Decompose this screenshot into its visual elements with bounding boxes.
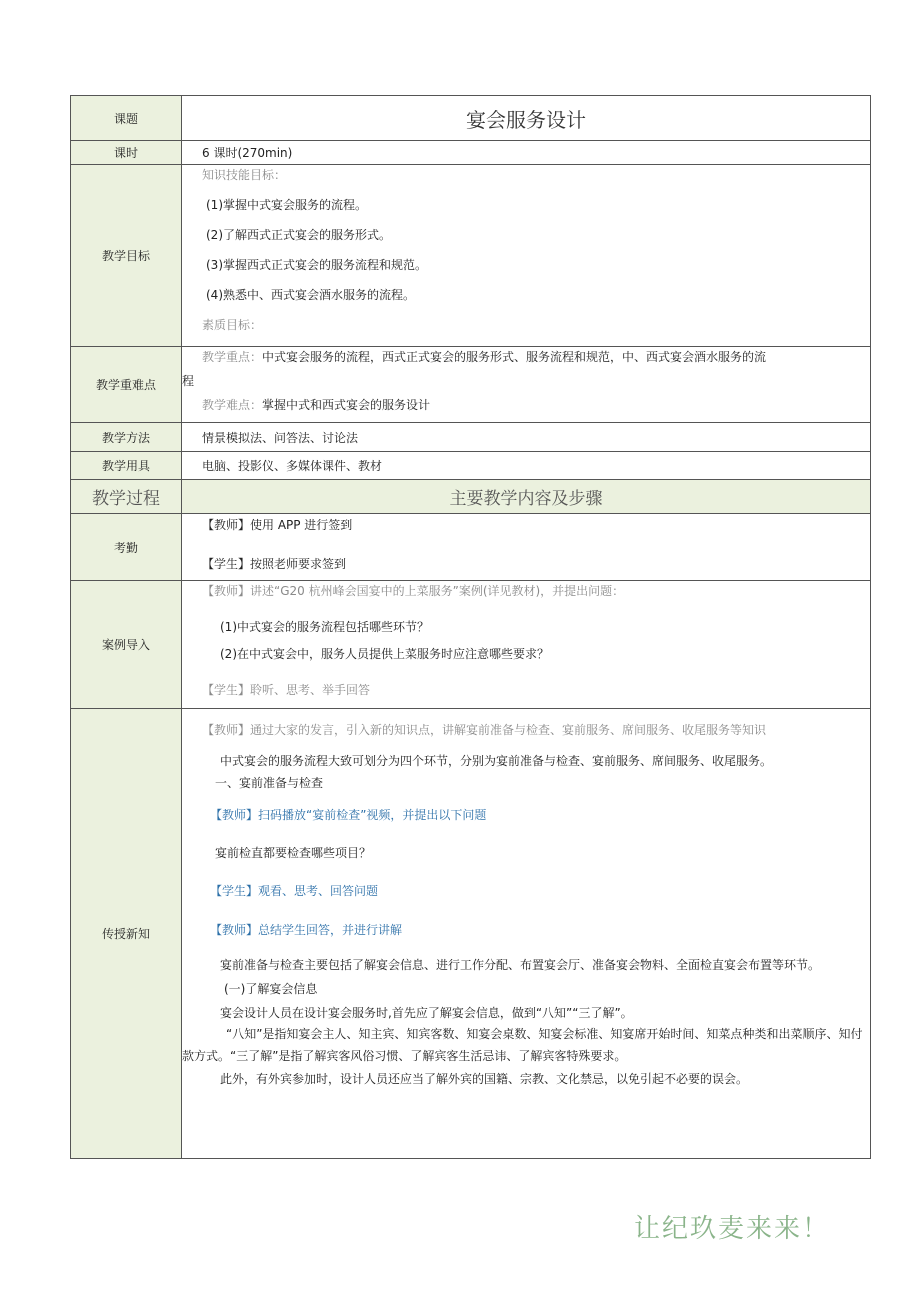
hours-value: 6 课时(270min) xyxy=(182,141,871,165)
case-question-2: (2)在中式宴会中，服务人员提供上菜服务时应注意哪些要求？ xyxy=(220,647,550,661)
teach-cell xyxy=(182,709,871,1159)
row-case xyxy=(71,581,871,709)
topic-cell xyxy=(182,96,871,141)
teach-line: 宴前检直都要检查哪些项目？ xyxy=(215,846,372,860)
key-points-label: 教学重难点 xyxy=(71,347,182,423)
row-methods xyxy=(71,423,871,452)
methods-label: 教学方法 xyxy=(71,423,182,452)
row-attendance xyxy=(71,514,871,581)
row-hours xyxy=(71,141,871,165)
goals-label: 教学目标 xyxy=(71,165,182,347)
goals-line: 素质目标： xyxy=(202,318,263,332)
goals-line: (2)了解西式正式宴会的服务形式。 xyxy=(206,228,391,242)
teach-section-heading: 一、宴前准备与检查 xyxy=(215,776,324,790)
page-title: 宴会服务设计 xyxy=(466,107,586,132)
teach-paragraph: 宴前准备与检查主要包括了解宴会信息、进行工作分配、布置宴会厅、准备宴会物料、全面检直宴会布置等环节。 xyxy=(220,958,821,972)
teach-line: 【教师】总结学生回答，并进行讲解 xyxy=(210,923,403,937)
key-points-cell xyxy=(182,347,871,423)
teach-line: 【教师】通过大家的发言，引入新的知识点，讲解宴前准备与检查、宴前服务、席间服务、收尾服务等知识 xyxy=(202,723,767,737)
goals-line: 知识技能目标： xyxy=(202,168,287,182)
key-text: 中式宴会服务的流程，西式正式宴会的服务形式、服务流程和规范，中、西式宴会酒水服务的流 xyxy=(262,350,767,364)
key-tag: 教学重点： xyxy=(202,350,263,364)
diff-text: 掌握中式和西式宴会的服务设计 xyxy=(262,398,431,412)
teach-line: 此外，有外宾参加时，设计人员还应当了解外宾的国籍、宗教、文化禁忌，以免引起不必要的误会。 xyxy=(220,1072,749,1086)
case-student: 【学生】聆听、思考、举手回答 xyxy=(202,683,371,697)
row-goals xyxy=(71,165,871,347)
teach-label: 传授新知 xyxy=(71,709,182,1159)
case-teacher: 【教师】讲述“G20 杭州峰会国宴中的上菜服务”案例(详见教材)，并提出问题： xyxy=(202,584,625,598)
goals-line: (1)掌握中式宴会服务的流程。 xyxy=(206,198,367,212)
attendance-cell xyxy=(182,514,871,581)
tools-label: 教学用具 xyxy=(71,452,182,480)
row-process-header xyxy=(71,480,871,514)
diff-tag: 教学难点： xyxy=(202,398,263,412)
teach-subheading: (一)了解宴会信息 xyxy=(224,982,318,996)
watermark-text: 让纪玖麦来来！ xyxy=(633,1214,830,1244)
process-header-left: 教学过程 xyxy=(71,480,182,514)
case-cell xyxy=(182,581,871,709)
row-topic xyxy=(71,96,871,141)
topic-label: 课题 xyxy=(71,96,182,141)
methods-value: 情景模拟法、问答法、讨论法 xyxy=(182,423,871,452)
lesson-plan-table xyxy=(70,95,871,1159)
teach-line: 【教师】扫码播放“宴前检查”视频，并提出以下问题 xyxy=(210,808,487,822)
row-tools xyxy=(71,452,871,480)
attendance-student: 【学生】按照老师要求签到 xyxy=(202,557,347,571)
row-teach xyxy=(71,709,871,1159)
teach-line: 中式宴会的服务流程大致可划分为四个环节，分别为宴前准备与检查、宴前服务、席间服务、收尾服务。 xyxy=(220,754,773,768)
hours-label: 课时 xyxy=(71,141,182,165)
row-key-points xyxy=(71,347,871,423)
goals-line: (3)掌握西式正式宴会的服务流程和规范。 xyxy=(206,258,427,272)
attendance-label: 考勤 xyxy=(71,514,182,581)
key-wrap: 程 xyxy=(182,374,195,388)
attendance-teacher: 【教师】使用 APP 进行签到 xyxy=(202,518,353,532)
process-header-right: 主要教学内容及步骤 xyxy=(182,480,871,514)
teach-line: 宴会设计人员在设计宴会服务时,首先应了解宴会信息，做到“八知”“三了解”。 xyxy=(220,1006,633,1020)
tools-value: 电脑、投影仪、多媒体课件、教材 xyxy=(182,452,871,480)
goals-line: (4)熟悉中、西式宴会酒水服务的流程。 xyxy=(206,288,415,302)
teach-line: 【学生】观看、思考、回答问题 xyxy=(210,884,379,898)
case-question-1: (1)中式宴会的服务流程包括哪些环节？ xyxy=(220,620,429,634)
goals-cell xyxy=(182,165,871,347)
case-label: 案例导入 xyxy=(71,581,182,709)
teach-paragraph: “八知”是指知宴会主人、知主宾、知宾客数、知宴会桌数、知宴会标准、知宴席开始时间、知菜点种类和出菜顺序、知付款方式。“三了解”是指了解宾客风俗习惯、了解宾客生活忌讳、了解宾客特殊要求。 xyxy=(182,1027,863,1063)
